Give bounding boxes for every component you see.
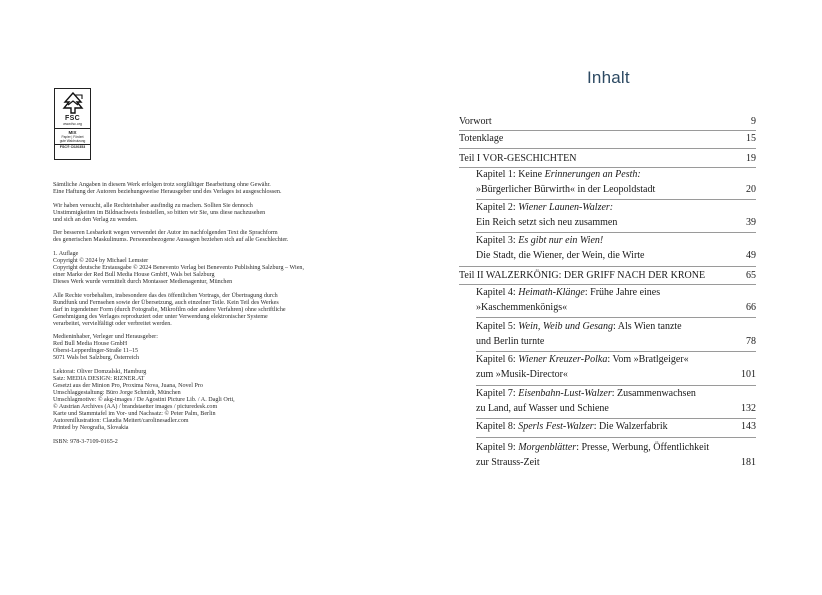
fsc-paper-line-2: gute Waldnutzung <box>59 138 86 143</box>
toc-chapter-suffix: : Als Wien tanzte <box>613 321 682 332</box>
imprint-line: Wir haben versucht, alle Rechteinhaber ausfindig zu machen. Sollten Sie dennoch <box>53 202 253 209</box>
toc-chapter-prefix: Kapitel 4: <box>476 287 519 298</box>
toc-chapter-italic: Wiener Kreuzer-Polka <box>518 354 608 365</box>
isbn: ISBN: 978-3-7109-0165-2 <box>53 438 118 445</box>
toc-entry-page: 39 <box>746 216 756 228</box>
toc-entry-vorwort[interactable] <box>459 115 756 130</box>
fsc-logo <box>54 88 91 160</box>
imprint-line: Eine Haftung der Autoren beziehungsweise Herausgeber und des Verlages ist ausgeschlossen. <box>53 189 282 196</box>
imprint-line: Karte und Stammtafel im Vor- und Nachsatz: © Peter Palm, Berlin <box>53 411 216 418</box>
toc-entry-line-2: zum »Musik-Director« <box>476 368 568 380</box>
toc-divider <box>459 130 756 131</box>
toc-chapter-prefix: Kapitel 6: <box>476 354 519 365</box>
toc-entry-line-2: zur Strauss-Zeit <box>476 456 540 468</box>
toc-chapter-italic: Morgenblätter <box>518 442 577 453</box>
fsc-paper-line-1: Papier | Fördert <box>61 135 84 139</box>
imprint-line: und sich an den Verlag zu wenden. <box>53 216 138 223</box>
toc-entry-line-1 <box>476 234 756 249</box>
toc-divider <box>476 317 756 318</box>
toc-chapter-italic: Es gibt nur ein Wien! <box>518 235 604 246</box>
toc-entry-line-1 <box>476 420 756 435</box>
toc-chapter-italic: Wiener Launen-Walzer: <box>518 202 614 213</box>
toc-entry-line-1 <box>476 168 756 183</box>
toc-divider <box>459 148 756 149</box>
imprint-edition <box>53 251 353 286</box>
imprint-line: Dieses Werk wurde vermittelt durch Montasser Medienagentur, München <box>53 279 233 286</box>
imprint-line: 1. Auflage <box>53 250 79 257</box>
imprint-disclaimer <box>53 182 353 196</box>
toc-entry-chapter-8[interactable] <box>476 420 756 435</box>
toc-entry-line-1 <box>476 441 756 456</box>
imprint <box>53 182 353 452</box>
imprint-rights-reserved <box>53 293 353 328</box>
toc-entry-chapter-2[interactable] <box>476 201 756 230</box>
imprint-isbn <box>53 439 353 446</box>
fsc-tree-icon <box>62 92 84 114</box>
toc-entry-title: Vorwort <box>459 116 492 127</box>
toc-chapter-prefix: Kapitel 8: <box>476 421 519 432</box>
toc-entry-line-1 <box>476 286 756 301</box>
toc-chapter-suffix: : Zusammenwachsen <box>611 388 696 399</box>
imprint-line: des generischen Maskulinums. Personenbezogene Aussagen beziehen sich auf alle Geschlechter. <box>53 237 289 244</box>
imprint-rights-holders <box>53 203 353 224</box>
imprint-line: Oberst-Lepperdinger-Straße 11–15 <box>53 348 139 355</box>
toc-entry-line-2: zu Land, auf Wasser und Schiene <box>476 402 609 414</box>
toc-entry-line-2: Ein Reich setzt sich neu zusammen <box>476 216 618 228</box>
toc-entry-page: 101 <box>741 368 756 380</box>
imprint-line: Rundfunk und Fernsehen sowie der Übersetzung, auch einzelner Teile. Kein Teil des Werkes <box>53 299 279 306</box>
toc-entry-chapter-7[interactable] <box>476 387 756 416</box>
imprint-line: Genehmigung des Verlages reproduziert oder unter Verwendung elektronischer Systeme <box>53 313 268 320</box>
toc-divider <box>476 232 756 233</box>
toc-entry-page: 65 <box>746 270 756 281</box>
imprint-line: einer Marke der Red Bull Media House GmbH, Wals bei Salzburg <box>53 271 215 278</box>
fsc-url: www.fsc.org <box>63 122 82 126</box>
toc-chapter-italic: Erinnerungen an Pesth: <box>544 169 641 180</box>
imprint-line: Der besseren Lesbarkeit wegen verwendet der Autor im nachfolgenden Text die Sprachform <box>53 230 278 237</box>
toc-chapter-italic: Sperls Fest-Walzer <box>518 421 594 432</box>
toc-entry-page: 143 <box>741 421 756 432</box>
imprint-publisher <box>53 334 353 362</box>
toc-divider <box>476 199 756 200</box>
toc-chapter-prefix: Kapitel 2: <box>476 202 519 213</box>
toc-chapter-prefix: Kapitel 3: <box>476 235 519 246</box>
imprint-line: Gesetzt aus der Minion Pro, Proxima Nova, Juana, Novel Pro <box>53 383 203 390</box>
toc-entry-page: 66 <box>746 301 756 313</box>
toc-chapter-prefix: Kapitel 5: <box>476 321 519 332</box>
imprint-line: Satz: MEDIA DESIGN: RIZNER.AT <box>53 376 145 383</box>
toc-chapter-italic: Heimath-Klänge <box>518 287 585 298</box>
imprint-line: Medieninhaber, Verleger und Herausgeber: <box>53 334 158 341</box>
imprint-line: Sämtliche Angaben in diesem Werk erfolgen trotz sorgfältiger Bearbeitung ohne Gewähr. <box>53 182 271 188</box>
imprint-language-note <box>53 230 353 244</box>
toc-entry-page: 181 <box>741 456 756 468</box>
imprint-line: Umschlagmotive: © akg-images / De Agostini Picture Lib. / A. Dagli Orti, <box>53 397 235 404</box>
toc-entry-page: 132 <box>741 402 756 414</box>
toc-entry-page: 78 <box>746 335 756 347</box>
toc-title: Inhalt <box>587 68 630 87</box>
toc-chapter-suffix: : Frühe Jahre eines <box>584 287 661 298</box>
toc-chapter-suffix: : Die Walzerfabrik <box>593 421 668 432</box>
toc-entry-page: 9 <box>751 116 756 127</box>
toc-chapter-italic: Wein, Weib und Gesang <box>518 321 614 332</box>
fsc-brand: FSC <box>65 115 80 122</box>
imprint-line: © Austrian Archives (AA) / brandstaetter images / picturedesk.com <box>53 404 218 411</box>
imprint-line: Umschlaggestaltung: Büro Jorge Schmidt, München <box>53 390 181 397</box>
toc-entry-line-2: »Bürgerlicher Bürwirth« in der Leopoldstadt <box>476 183 656 195</box>
toc-entry-chapter-4[interactable] <box>476 286 756 315</box>
toc-entry-line-1 <box>476 201 756 216</box>
imprint-line: Unstimmigkeiten im Bildnachweis feststellen, so bitten wir Sie, uns diese nachzusehen <box>53 209 266 216</box>
toc-chapter-prefix: Kapitel 1: Keine <box>476 169 545 180</box>
imprint-line: 5071 Wals bei Salzburg, Österreich <box>53 355 140 362</box>
toc-entry-line-1 <box>476 353 756 368</box>
imprint-line: darf in irgendeiner Form (durch Fotografie, Mikrofilm oder andere Verfahren) ohne schriftliche <box>53 306 286 313</box>
toc-entry-totenklage[interactable] <box>459 132 756 147</box>
toc-entry-page: 20 <box>746 183 756 195</box>
imprint-line: verarbeitet, vervielfältigt oder verbreitet werden. <box>53 320 172 327</box>
toc-divider <box>476 351 756 352</box>
toc-entry-page: 49 <box>746 249 756 261</box>
toc-entry-chapter-9[interactable] <box>476 441 756 470</box>
imprint-line: Alle Rechte vorbehalten, insbesondere das des öffentlichen Vortrags, der Übertragung durch <box>53 292 278 299</box>
toc-divider <box>476 385 756 386</box>
toc-divider <box>476 418 756 419</box>
toc-chapter-suffix: : Presse, Werbung, Öffentlichkeit <box>576 442 710 453</box>
toc-entry-title: Totenklage <box>459 133 504 144</box>
toc-divider <box>459 266 756 267</box>
toc-entry-page: 15 <box>746 133 756 144</box>
toc-entry-line-2: Die Stadt, die Wiener, der Wein, die Wirte <box>476 249 645 261</box>
toc-divider <box>459 284 756 285</box>
imprint-line: Autorenillustration: Claudia Meitert/carolinesadler.com <box>53 418 189 425</box>
toc-divider <box>476 437 756 438</box>
toc-entry-page: 19 <box>746 153 756 164</box>
toc-chapter-prefix: Kapitel 9: <box>476 442 519 453</box>
toc-entry-part-2[interactable] <box>459 269 756 284</box>
toc-entry-line-1 <box>476 320 756 335</box>
imprint-line: Lektorat: Oliver Domzalski, Hamburg <box>53 368 147 375</box>
imprint-line: Printed by Neografia, Slovakia <box>53 425 129 432</box>
imprint-line: Copyright © 2024 by Michael Lemster <box>53 257 149 264</box>
toc-entry-line-1 <box>476 387 756 402</box>
toc-entry-line-2: »Kaschemmenkönigs« <box>476 301 568 313</box>
toc-chapter-suffix: : Vom »Bratlgeiger« <box>607 354 689 365</box>
toc-entry-part-1[interactable] <box>459 152 756 167</box>
toc-chapter-italic: Eisenbahn-Lust-Walzer <box>518 388 612 399</box>
toc-chapter-prefix: Kapitel 7: <box>476 388 519 399</box>
toc-entry-title: Teil II WALZERKÖNIG: DER GRIFF NACH DER KRONE <box>459 270 706 281</box>
toc-entry-line-2: und Berlin turnte <box>476 335 545 347</box>
toc-entry-chapter-3[interactable] <box>476 234 756 263</box>
imprint-line: Copyright deutsche Erstausgabe © 2024 Benevento Verlag bei Benevento Publishing Salzburg – Wien, <box>53 264 304 271</box>
imprint-credits <box>53 369 353 432</box>
toc-entry-chapter-5[interactable] <box>476 320 756 349</box>
fsc-code: FSC® C020353 <box>55 144 90 150</box>
toc-entry-chapter-6[interactable] <box>476 353 756 382</box>
imprint-line: Red Bull Media House GmbH <box>53 341 128 348</box>
toc-entry-title: Teil I VOR-GESCHICHTEN <box>459 153 577 164</box>
toc-entry-chapter-1[interactable] <box>476 168 756 197</box>
fsc-mix: MIX <box>55 128 90 136</box>
